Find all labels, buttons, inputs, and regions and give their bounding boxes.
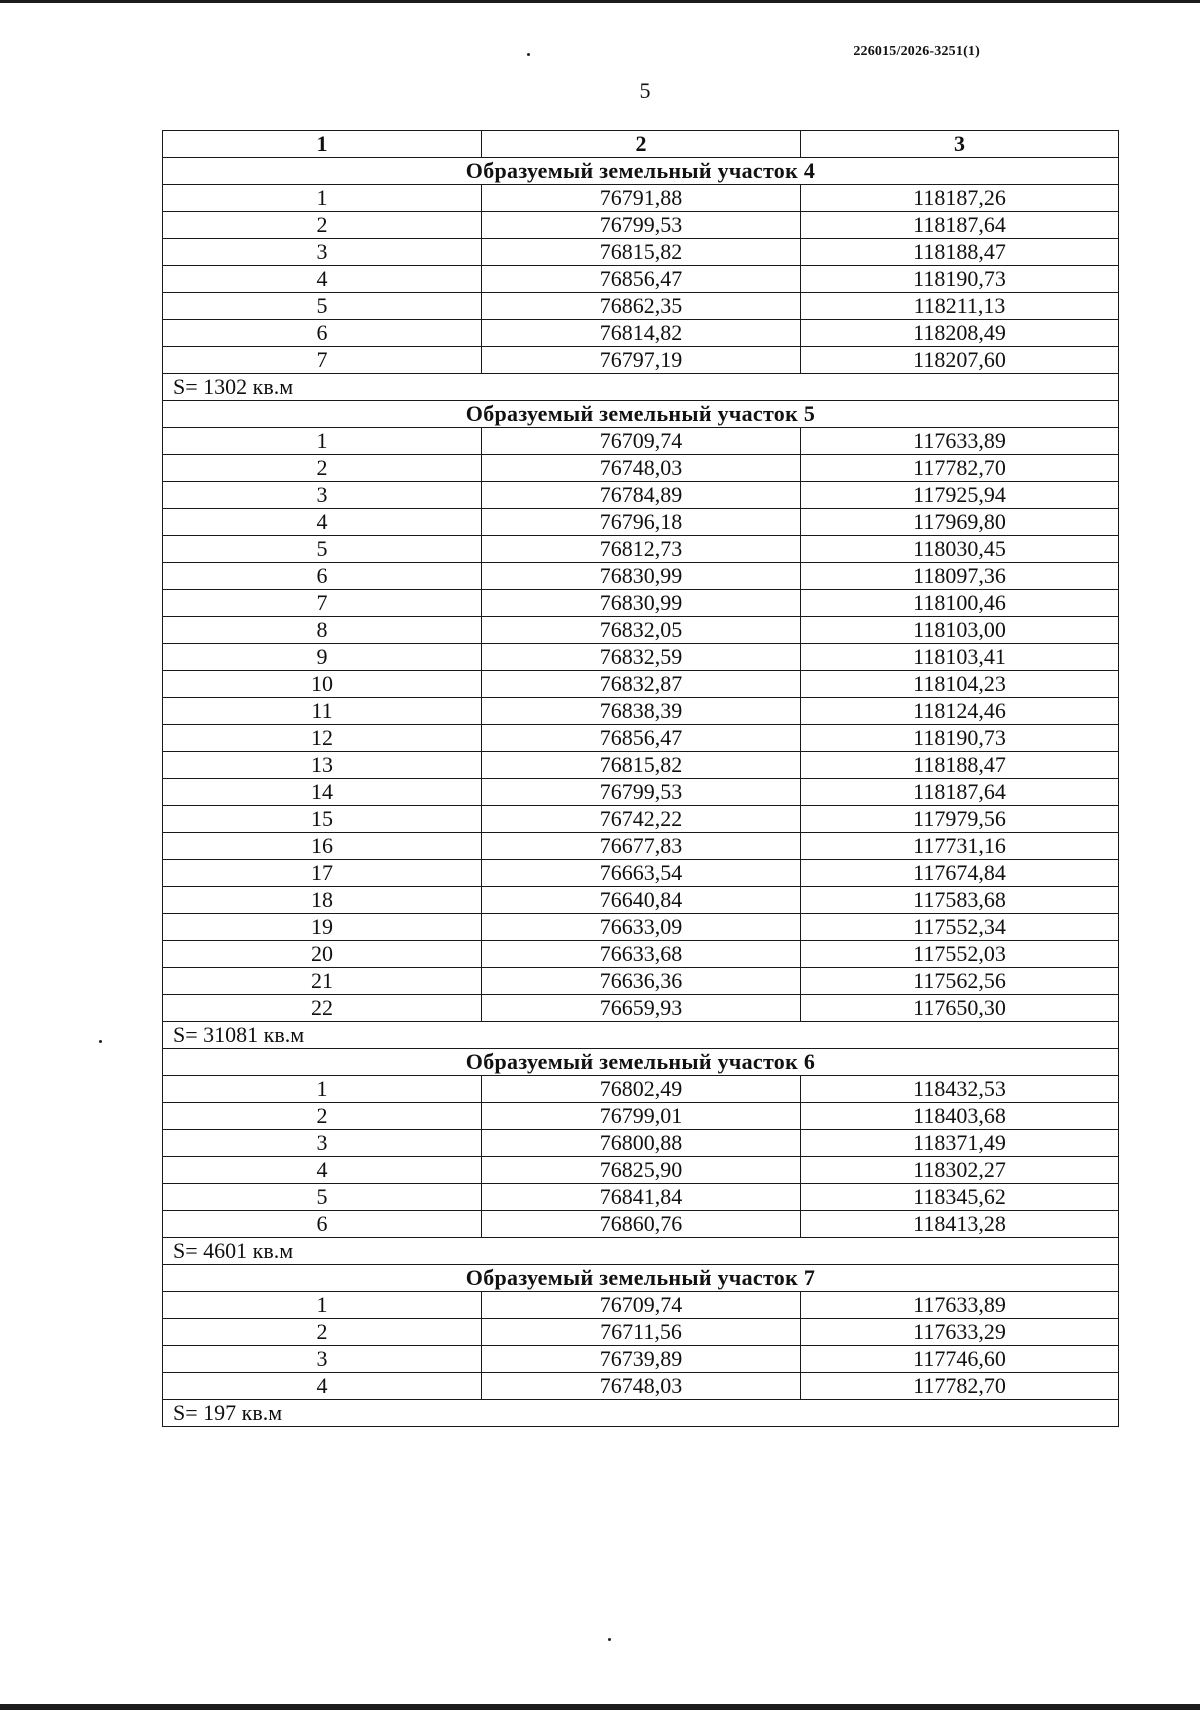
point-number-cell: 1	[163, 1076, 482, 1103]
table-row	[163, 266, 1119, 293]
table-row	[163, 887, 1119, 914]
point-number-cell: 7	[163, 347, 482, 374]
y-coordinate-cell: 118188,47	[801, 752, 1119, 779]
y-coordinate-cell: 117674,84	[801, 860, 1119, 887]
point-number-cell: 11	[163, 698, 482, 725]
point-number-cell: 19	[163, 914, 482, 941]
x-coordinate-cell: 76800,88	[482, 1130, 801, 1157]
section-title: Образуемый земельный участок 5	[163, 401, 1119, 428]
table-row	[163, 563, 1119, 590]
point-number-cell: 2	[163, 212, 482, 239]
table-row	[163, 806, 1119, 833]
x-coordinate-cell: 76825,90	[482, 1157, 801, 1184]
point-number-cell: 2	[163, 455, 482, 482]
x-coordinate-cell: 76663,54	[482, 860, 801, 887]
point-number-cell: 1	[163, 428, 482, 455]
table-row	[163, 320, 1119, 347]
table-row	[163, 1211, 1119, 1238]
point-number-cell: 4	[163, 1373, 482, 1400]
table-row	[163, 428, 1119, 455]
y-coordinate-cell: 118097,36	[801, 563, 1119, 590]
y-coordinate-cell: 118403,68	[801, 1103, 1119, 1130]
section-title-row	[163, 1265, 1119, 1292]
table-row	[163, 293, 1119, 320]
y-coordinate-cell: 117633,89	[801, 1292, 1119, 1319]
y-coordinate-cell: 118371,49	[801, 1130, 1119, 1157]
x-coordinate-cell: 76711,56	[482, 1319, 801, 1346]
x-coordinate-cell: 76633,68	[482, 941, 801, 968]
table-row	[163, 212, 1119, 239]
x-coordinate-cell: 76832,05	[482, 617, 801, 644]
x-coordinate-cell: 76815,82	[482, 239, 801, 266]
y-coordinate-cell: 118190,73	[801, 725, 1119, 752]
y-coordinate-cell: 117969,80	[801, 509, 1119, 536]
y-coordinate-cell: 117552,03	[801, 941, 1119, 968]
point-number-cell: 7	[163, 590, 482, 617]
point-number-cell: 5	[163, 1184, 482, 1211]
table-row	[163, 698, 1119, 725]
table-row	[163, 1373, 1119, 1400]
table-row	[163, 968, 1119, 995]
table-row	[163, 1103, 1119, 1130]
table-row	[163, 347, 1119, 374]
header-cell-point: 1	[163, 131, 482, 158]
coordinates-table-body	[163, 131, 1119, 1427]
table-row	[163, 239, 1119, 266]
point-number-cell: 20	[163, 941, 482, 968]
y-coordinate-cell: 117782,70	[801, 1373, 1119, 1400]
x-coordinate-cell: 76832,59	[482, 644, 801, 671]
x-coordinate-cell: 76838,39	[482, 698, 801, 725]
y-coordinate-cell: 118187,26	[801, 185, 1119, 212]
point-number-cell: 22	[163, 995, 482, 1022]
x-coordinate-cell: 76742,22	[482, 806, 801, 833]
point-number-cell: 6	[163, 1211, 482, 1238]
x-coordinate-cell: 76797,19	[482, 347, 801, 374]
table-row	[163, 941, 1119, 968]
header-cell-y: 3	[801, 131, 1119, 158]
point-number-cell: 3	[163, 239, 482, 266]
table-row	[163, 536, 1119, 563]
point-number-cell: 21	[163, 968, 482, 995]
point-number-cell: 14	[163, 779, 482, 806]
y-coordinate-cell: 118103,41	[801, 644, 1119, 671]
point-number-cell: 3	[163, 1346, 482, 1373]
y-coordinate-cell: 118211,13	[801, 293, 1119, 320]
x-coordinate-cell: 76636,36	[482, 968, 801, 995]
y-coordinate-cell: 118104,23	[801, 671, 1119, 698]
table-row	[163, 671, 1119, 698]
table-row	[163, 1076, 1119, 1103]
scan-top-edge	[0, 0, 1200, 3]
y-coordinate-cell: 118187,64	[801, 212, 1119, 239]
y-coordinate-cell: 118100,46	[801, 590, 1119, 617]
x-coordinate-cell: 76802,49	[482, 1076, 801, 1103]
area-row	[163, 1400, 1119, 1427]
y-coordinate-cell: 117979,56	[801, 806, 1119, 833]
section-title-row	[163, 401, 1119, 428]
y-coordinate-cell: 117552,34	[801, 914, 1119, 941]
point-number-cell: 16	[163, 833, 482, 860]
point-number-cell: 6	[163, 320, 482, 347]
y-coordinate-cell: 118103,00	[801, 617, 1119, 644]
point-number-cell: 3	[163, 482, 482, 509]
point-number-cell: 4	[163, 1157, 482, 1184]
point-number-cell: 8	[163, 617, 482, 644]
x-coordinate-cell: 76799,53	[482, 779, 801, 806]
area-value: S= 31081 кв.м	[163, 1022, 1119, 1049]
x-coordinate-cell: 76799,01	[482, 1103, 801, 1130]
x-coordinate-cell: 76784,89	[482, 482, 801, 509]
point-number-cell: 4	[163, 509, 482, 536]
area-value: S= 1302 кв.м	[163, 374, 1119, 401]
table-row	[163, 1184, 1119, 1211]
table-row	[163, 185, 1119, 212]
x-coordinate-cell: 76860,76	[482, 1211, 801, 1238]
point-number-cell: 18	[163, 887, 482, 914]
x-coordinate-cell: 76748,03	[482, 1373, 801, 1400]
point-number-cell: 17	[163, 860, 482, 887]
table-header-row	[163, 131, 1119, 158]
point-number-cell: 5	[163, 293, 482, 320]
y-coordinate-cell: 118207,60	[801, 347, 1119, 374]
y-coordinate-cell: 117633,29	[801, 1319, 1119, 1346]
x-coordinate-cell: 76677,83	[482, 833, 801, 860]
y-coordinate-cell: 117782,70	[801, 455, 1119, 482]
y-coordinate-cell: 118187,64	[801, 779, 1119, 806]
table-row	[163, 1346, 1119, 1373]
y-coordinate-cell: 117746,60	[801, 1346, 1119, 1373]
table-row	[163, 752, 1119, 779]
section-title-row	[163, 1049, 1119, 1076]
table-row	[163, 1319, 1119, 1346]
point-number-cell: 1	[163, 185, 482, 212]
point-number-cell: 3	[163, 1130, 482, 1157]
section-title: Образуемый земельный участок 7	[163, 1265, 1119, 1292]
x-coordinate-cell: 76796,18	[482, 509, 801, 536]
table-row	[163, 833, 1119, 860]
coordinates-table	[162, 130, 1119, 1427]
document-number: 226015/2026-3251(1)	[853, 44, 980, 59]
scan-speck	[527, 53, 530, 56]
point-number-cell: 6	[163, 563, 482, 590]
table-row	[163, 779, 1119, 806]
point-number-cell: 13	[163, 752, 482, 779]
header-cell-x: 2	[482, 131, 801, 158]
area-row	[163, 1022, 1119, 1049]
point-number-cell: 10	[163, 671, 482, 698]
area-row	[163, 374, 1119, 401]
page-number: 5	[639, 78, 651, 103]
table-row	[163, 995, 1119, 1022]
x-coordinate-cell: 76814,82	[482, 320, 801, 347]
table-row	[163, 509, 1119, 536]
table-row	[163, 455, 1119, 482]
x-coordinate-cell: 76830,99	[482, 563, 801, 590]
x-coordinate-cell: 76640,84	[482, 887, 801, 914]
x-coordinate-cell: 76841,84	[482, 1184, 801, 1211]
y-coordinate-cell: 117583,68	[801, 887, 1119, 914]
x-coordinate-cell: 76791,88	[482, 185, 801, 212]
y-coordinate-cell: 117562,56	[801, 968, 1119, 995]
point-number-cell: 12	[163, 725, 482, 752]
point-number-cell: 15	[163, 806, 482, 833]
y-coordinate-cell: 118432,53	[801, 1076, 1119, 1103]
table-row	[163, 617, 1119, 644]
table-row	[163, 590, 1119, 617]
scan-speck	[99, 1040, 102, 1043]
table-row	[163, 914, 1119, 941]
scan-bottom-edge	[0, 1704, 1200, 1710]
x-coordinate-cell: 76709,74	[482, 1292, 801, 1319]
x-coordinate-cell: 76709,74	[482, 428, 801, 455]
x-coordinate-cell: 76812,73	[482, 536, 801, 563]
point-number-cell: 5	[163, 536, 482, 563]
x-coordinate-cell: 76633,09	[482, 914, 801, 941]
y-coordinate-cell: 118188,47	[801, 239, 1119, 266]
table-row	[163, 725, 1119, 752]
table-row	[163, 482, 1119, 509]
y-coordinate-cell: 118124,46	[801, 698, 1119, 725]
x-coordinate-cell: 76748,03	[482, 455, 801, 482]
y-coordinate-cell: 117650,30	[801, 995, 1119, 1022]
point-number-cell: 4	[163, 266, 482, 293]
y-coordinate-cell: 117925,94	[801, 482, 1119, 509]
section-title: Образуемый земельный участок 4	[163, 158, 1119, 185]
section-title: Образуемый земельный участок 6	[163, 1049, 1119, 1076]
y-coordinate-cell: 118302,27	[801, 1157, 1119, 1184]
x-coordinate-cell: 76862,35	[482, 293, 801, 320]
x-coordinate-cell: 76832,87	[482, 671, 801, 698]
y-coordinate-cell: 118190,73	[801, 266, 1119, 293]
y-coordinate-cell: 117731,16	[801, 833, 1119, 860]
point-number-cell: 2	[163, 1103, 482, 1130]
section-title-row	[163, 158, 1119, 185]
y-coordinate-cell: 118345,62	[801, 1184, 1119, 1211]
y-coordinate-cell: 118030,45	[801, 536, 1119, 563]
x-coordinate-cell: 76830,99	[482, 590, 801, 617]
area-value: S= 197 кв.м	[163, 1400, 1119, 1427]
table-row	[163, 1130, 1119, 1157]
point-number-cell: 2	[163, 1319, 482, 1346]
point-number-cell: 9	[163, 644, 482, 671]
x-coordinate-cell: 76799,53	[482, 212, 801, 239]
x-coordinate-cell: 76739,89	[482, 1346, 801, 1373]
y-coordinate-cell: 117633,89	[801, 428, 1119, 455]
scan-speck	[608, 1638, 611, 1641]
table-row	[163, 1292, 1119, 1319]
x-coordinate-cell: 76659,93	[482, 995, 801, 1022]
area-row	[163, 1238, 1119, 1265]
y-coordinate-cell: 118413,28	[801, 1211, 1119, 1238]
table-row	[163, 644, 1119, 671]
x-coordinate-cell: 76856,47	[482, 266, 801, 293]
table-row	[163, 1157, 1119, 1184]
table-row	[163, 860, 1119, 887]
y-coordinate-cell: 118208,49	[801, 320, 1119, 347]
point-number-cell: 1	[163, 1292, 482, 1319]
x-coordinate-cell: 76856,47	[482, 725, 801, 752]
area-value: S= 4601 кв.м	[163, 1238, 1119, 1265]
x-coordinate-cell: 76815,82	[482, 752, 801, 779]
